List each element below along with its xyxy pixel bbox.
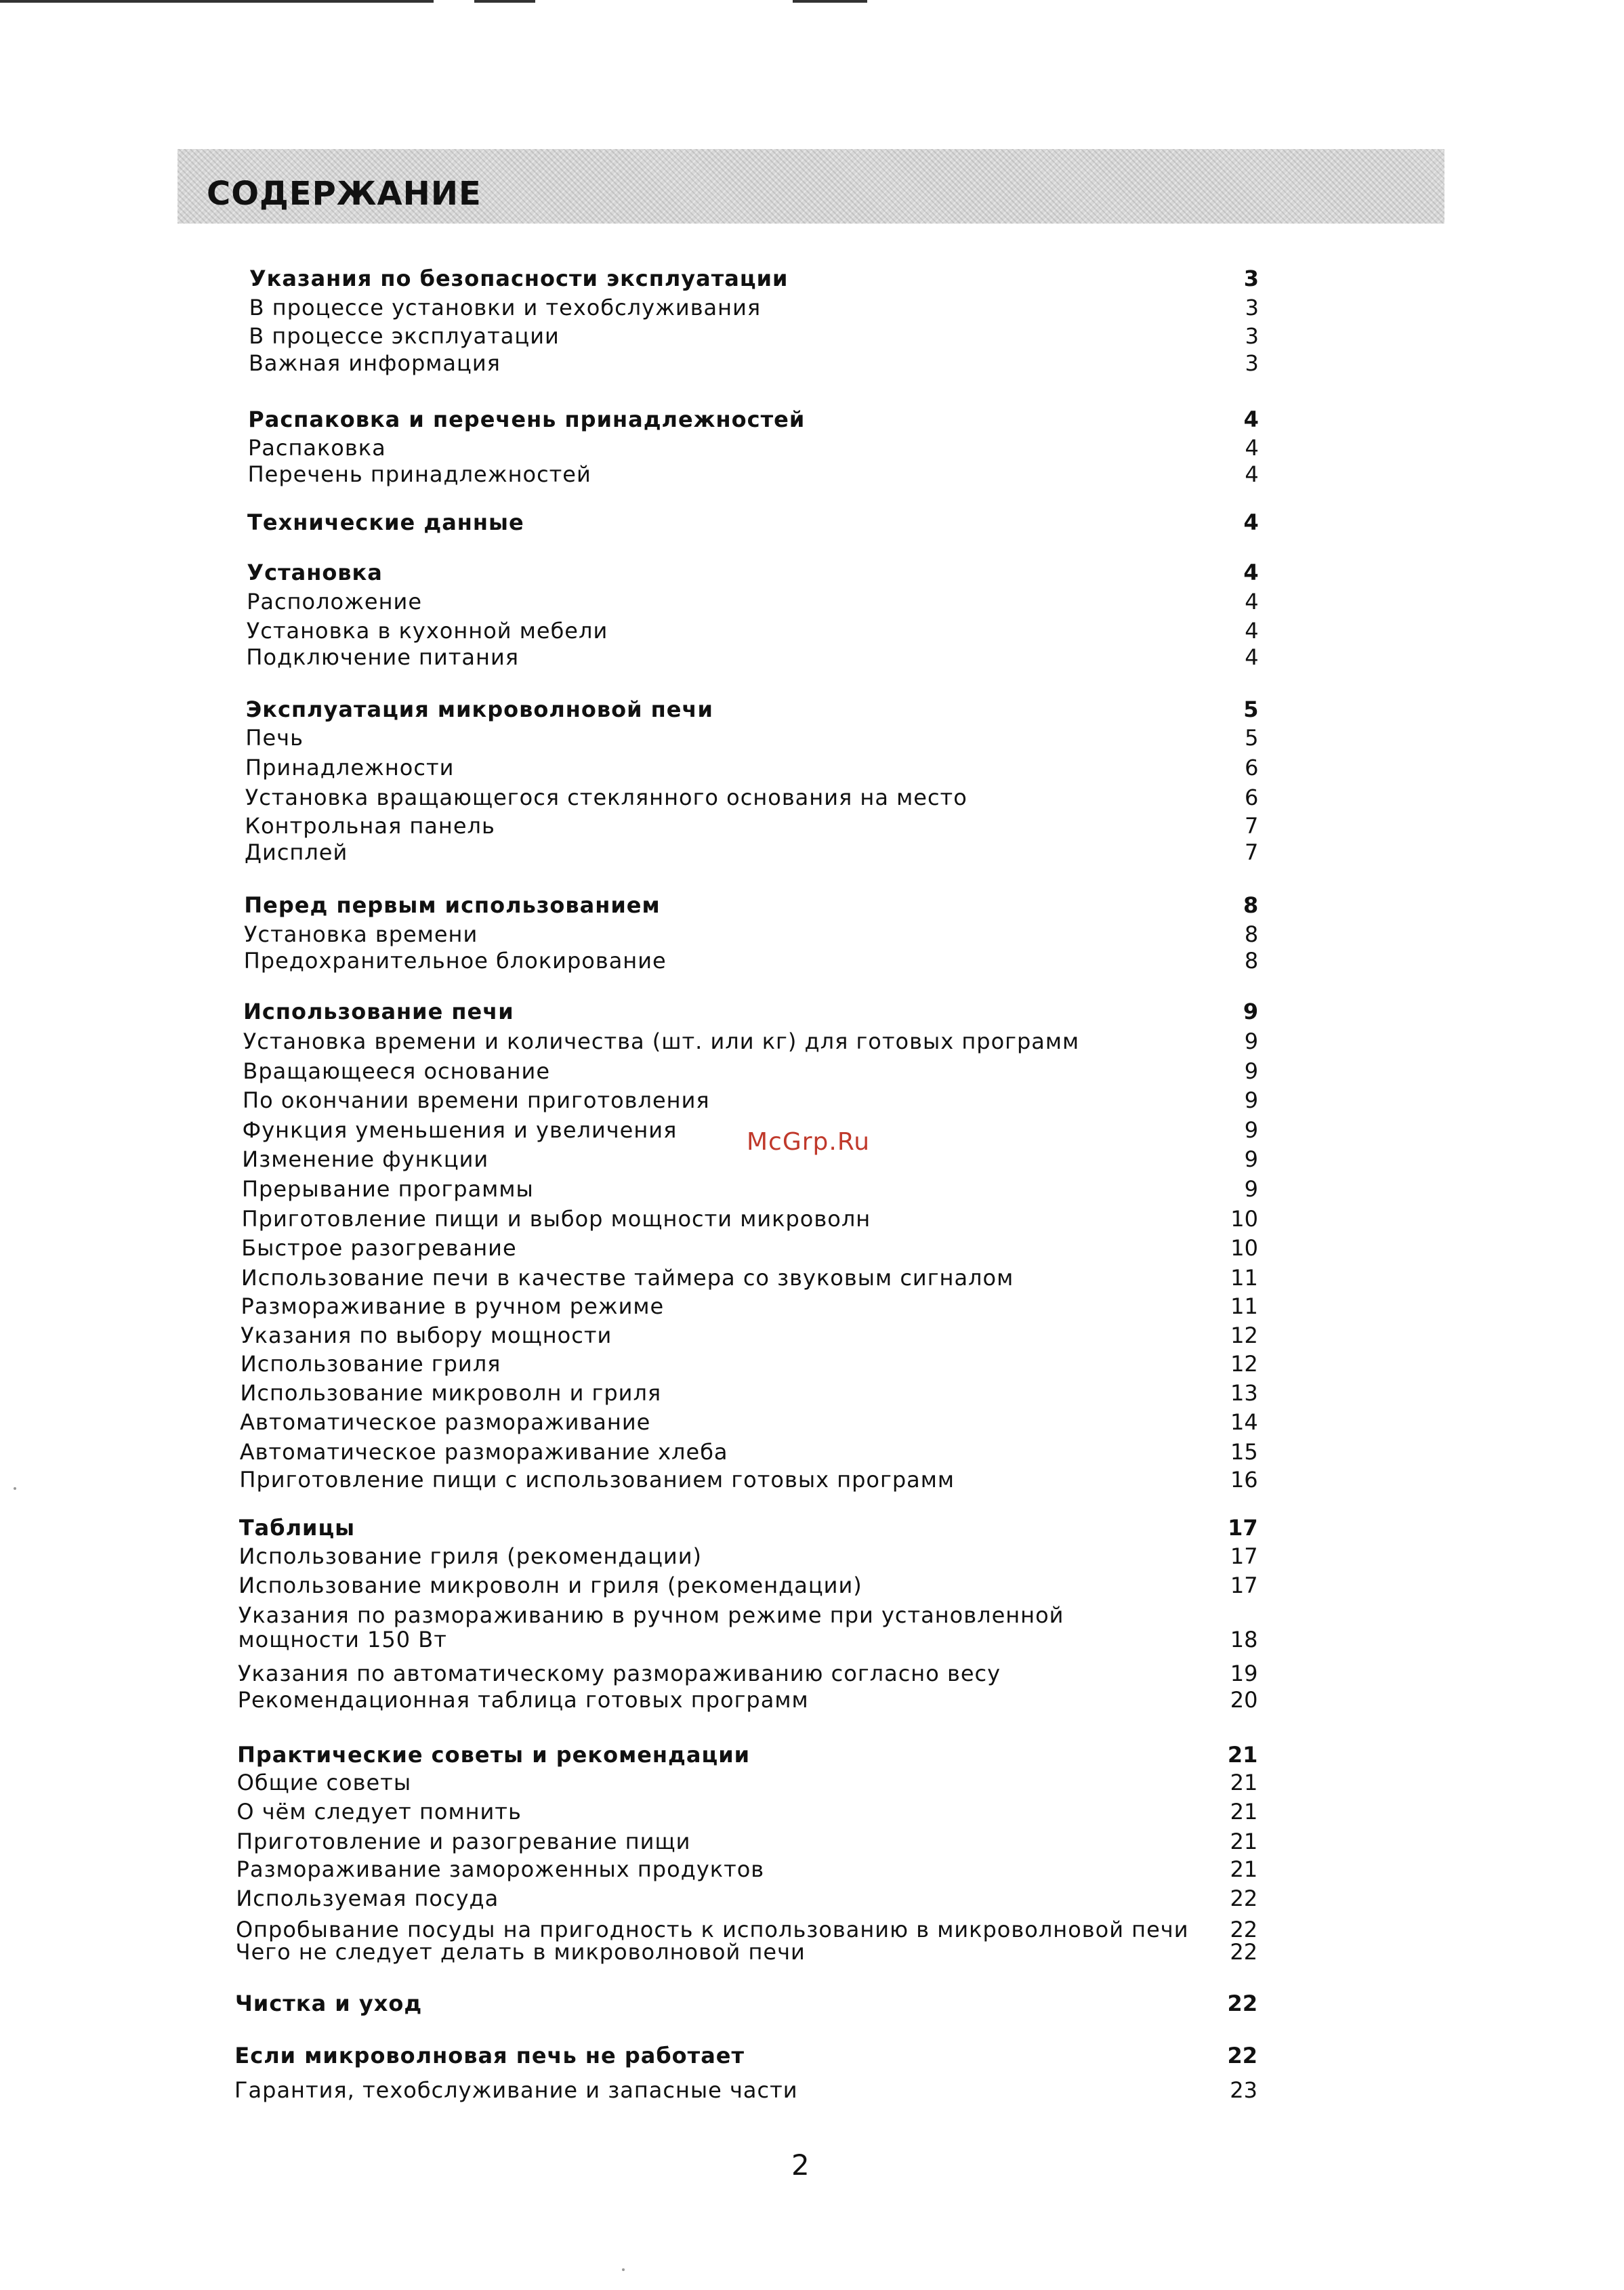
- toc-page-number: 12: [1230, 1323, 1258, 1348]
- toc-label: Опробывание посуды на пригодность к использованию в микроволновой печи: [235, 1917, 1189, 1942]
- toc-label: Подключение питания: [246, 644, 519, 670]
- toc-label: Контрольная панель: [245, 813, 495, 839]
- toc-label: Расположение: [247, 589, 423, 615]
- toc-entry: [241, 1320, 1258, 1350]
- toc-section: [235, 1989, 1257, 2018]
- toc-page-number: 8: [1244, 948, 1259, 974]
- toc-entry: [245, 753, 1258, 783]
- toc-label: Использование печи в качестве таймера со звуковым сигналом: [241, 1265, 1014, 1291]
- toc-page-number: 3: [1245, 323, 1259, 349]
- toc-label: Использование гриля (рекомендации): [238, 1543, 702, 1569]
- scan-speck: [622, 2268, 625, 2271]
- toc-page-number: 22: [1227, 1991, 1258, 2016]
- toc-page-number: 11: [1230, 1293, 1258, 1319]
- toc-entry: [242, 1204, 1258, 1234]
- page-number: 2: [791, 2148, 810, 2182]
- toc-page-number: 7: [1245, 813, 1259, 839]
- toc-page-number: 4: [1243, 509, 1259, 535]
- toc-label: Гарантия, техобслуживание и запасные части: [234, 2077, 798, 2103]
- toc-entry: [236, 1854, 1258, 1884]
- toc-entry: [236, 1797, 1257, 1827]
- toc-page-number: 10: [1230, 1235, 1258, 1261]
- toc-entry: [240, 1378, 1257, 1408]
- toc-entry: [240, 1437, 1258, 1467]
- toc-label: Указания по выбору мощности: [241, 1323, 612, 1348]
- toc-section: [239, 1513, 1258, 1543]
- toc-page-number: 20: [1230, 1687, 1258, 1713]
- toc-entry: [238, 1685, 1258, 1715]
- toc-label: Функция уменьшения и увеличения: [242, 1117, 678, 1143]
- toc-page-number: 9: [1244, 1058, 1259, 1084]
- toc-entry: [243, 1085, 1258, 1115]
- toc-label: Распаковка и перечень принадлежностей: [248, 407, 806, 432]
- toc-entry: [241, 1349, 1258, 1379]
- toc-section: [244, 890, 1258, 920]
- toc-label: Печь: [245, 725, 304, 751]
- toc-entry: [246, 642, 1258, 672]
- toc-entry: [241, 1291, 1258, 1321]
- toc-section: [246, 694, 1259, 724]
- toc-page-number: 9: [1244, 1146, 1259, 1172]
- toc-section: [248, 404, 1259, 434]
- toc-label: Быстрое разогревание: [241, 1235, 517, 1261]
- toc-page-number: 6: [1245, 785, 1259, 810]
- toc-label: Приготовление пищи и выбор мощности микроволн: [241, 1206, 871, 1232]
- toc-label: Автоматическое размораживание хлеба: [239, 1439, 728, 1465]
- toc-label: Указания по размораживанию в ручном режиме при установленной: [238, 1602, 1064, 1628]
- toc-label: Технические данные: [247, 509, 524, 535]
- toc-label: По окончании времени приготовления: [243, 1087, 710, 1113]
- toc-page-number: 4: [1245, 435, 1259, 461]
- toc-entry: [243, 1026, 1258, 1056]
- toc-entry: [248, 459, 1259, 489]
- toc-label: Установка в кухонной мебели: [246, 618, 608, 644]
- page-title: СОДЕРЖАНИЕ: [207, 175, 482, 213]
- toc-label: мощности 150 Вт: [238, 1627, 447, 1652]
- toc-entry: [236, 1937, 1257, 1967]
- toc-entry: [245, 783, 1259, 812]
- toc-page-number: 4: [1243, 560, 1259, 585]
- toc-page-number: 9: [1244, 1028, 1259, 1054]
- toc-label: Практические советы и рекомендации: [237, 1742, 751, 1768]
- toc-page-number: 4: [1245, 618, 1259, 644]
- toc-page-number: 4: [1245, 644, 1259, 670]
- toc-page-number: 7: [1245, 839, 1259, 865]
- toc-label: Используемая посуда: [236, 1886, 499, 1911]
- toc-label: Перед первым использованием: [244, 892, 661, 918]
- toc-page-number: 9: [1244, 1176, 1258, 1202]
- scan-speck: [14, 1487, 16, 1490]
- toc-page-number: 17: [1230, 1573, 1258, 1598]
- toc-page-number: 3: [1245, 350, 1259, 376]
- toc-page-number: 17: [1228, 1515, 1258, 1541]
- toc-label: Предохранительное блокирование: [243, 948, 667, 974]
- toc-page-number: 17: [1230, 1543, 1258, 1569]
- toc-page-number: 22: [1230, 1917, 1258, 1942]
- toc-page-number: 5: [1243, 696, 1259, 722]
- toc-page-number: 12: [1230, 1351, 1258, 1377]
- toc-page-number: 4: [1243, 407, 1259, 432]
- toc-section: [247, 558, 1258, 587]
- toc-label: Изменение функции: [242, 1146, 489, 1172]
- toc-label: Рекомендационная таблица готовых программ: [237, 1687, 809, 1713]
- toc-label: Установка времени: [244, 921, 478, 947]
- toc-label: Автоматическое размораживание: [240, 1409, 651, 1435]
- toc-label: Распаковка: [247, 435, 386, 461]
- toc-page-number: 22: [1230, 1939, 1258, 1965]
- toc-entry: [245, 723, 1258, 753]
- toc-page-number: 13: [1230, 1380, 1258, 1406]
- toc-entry: [249, 293, 1259, 322]
- toc-entry: [239, 1465, 1257, 1495]
- toc-page-number: 22: [1230, 1886, 1258, 1911]
- toc-label: Указания по автоматическому размораживанию согласно весу: [238, 1661, 1001, 1686]
- toc-label: Размораживание замороженных продуктов: [236, 1856, 765, 1882]
- toc-label: Таблицы: [238, 1515, 356, 1541]
- toc-label: Вращающееся основание: [243, 1058, 550, 1084]
- toc-page-number: 9: [1244, 1117, 1259, 1143]
- toc-label: Установка времени и количества (шт. или кг) для готовых программ: [243, 1028, 1080, 1054]
- toc-page-number: 3: [1243, 266, 1259, 291]
- toc-entry: [245, 837, 1258, 867]
- toc-entry: [247, 587, 1259, 617]
- toc-label: Прерывание программы: [241, 1176, 534, 1202]
- toc-page-number: 8: [1244, 921, 1259, 947]
- toc-entry: [238, 1541, 1257, 1571]
- toc-entry: [244, 919, 1258, 949]
- toc-label: Эксплуатация микроволновой печи: [245, 696, 713, 722]
- toc-label: О чём следует помнить: [236, 1799, 522, 1825]
- toc-label: В процессе эксплуатации: [249, 323, 560, 349]
- toc-label: Чего не следует делать в микроволновой печи: [235, 1939, 806, 1965]
- toc-label: Установка вращающегося стеклянного основания на место: [245, 785, 967, 810]
- toc-entry: [241, 1263, 1258, 1293]
- toc-page-number: 21: [1230, 1829, 1258, 1854]
- toc-page-number: 21: [1230, 1856, 1258, 1882]
- toc-label: Приготовление и разогревание пищи: [236, 1829, 691, 1854]
- toc-entry: [237, 1768, 1258, 1797]
- toc-section: [237, 1740, 1257, 1770]
- toc-entry: [240, 1407, 1258, 1437]
- toc-page-number: 11: [1230, 1265, 1258, 1291]
- watermark: McGrp.Ru: [747, 1128, 871, 1156]
- toc-page-number: 19: [1230, 1661, 1258, 1686]
- toc-section: [249, 264, 1259, 293]
- toc-page-number: 21: [1230, 1770, 1258, 1795]
- toc-label: Важная информация: [248, 350, 501, 376]
- toc-entry: [249, 348, 1259, 378]
- toc-entry: [242, 1174, 1258, 1204]
- toc-entry: [248, 433, 1259, 463]
- toc-entry: [238, 1625, 1257, 1654]
- toc-label: Использование микроволн и гриля: [240, 1380, 662, 1406]
- toc-page-number: 14: [1230, 1409, 1258, 1435]
- toc-page-number: 22: [1227, 2043, 1258, 2068]
- toc-page-number: 6: [1245, 755, 1259, 780]
- toc-label: Чистка и уход: [235, 1991, 423, 2016]
- toc-page-number: 21: [1230, 1799, 1258, 1825]
- toc-label: Дисплей: [245, 839, 348, 865]
- toc-label: Размораживание в ручном режиме: [241, 1293, 665, 1319]
- toc-label: Если микроволновая печь не работает: [234, 2043, 745, 2068]
- toc-section: [247, 507, 1259, 537]
- toc-page-number: 15: [1230, 1439, 1258, 1465]
- toc-page-number: 16: [1230, 1467, 1258, 1493]
- toc-label: Указания по безопасности эксплуатации: [249, 266, 789, 291]
- toc-section: [234, 2041, 1257, 2070]
- toc-entry: [244, 946, 1259, 976]
- toc-label: Установка: [247, 560, 383, 585]
- toc-label: Использование гриля: [240, 1351, 501, 1377]
- toc-label: Использование печи: [243, 999, 514, 1024]
- toc-entry: [234, 2075, 1257, 2105]
- toc-entry: [245, 811, 1258, 841]
- toc-label: Перечень принадлежностей: [247, 461, 591, 487]
- toc-entry: [236, 1827, 1257, 1856]
- toc-entry: [241, 1233, 1258, 1263]
- toc-entry: [249, 321, 1259, 351]
- toc-label: В процессе установки и техобслуживания: [249, 295, 762, 320]
- toc-section: [243, 997, 1258, 1026]
- toc-label: Общие советы: [236, 1770, 412, 1795]
- toc-page-number: 8: [1243, 892, 1259, 918]
- toc-label: Использование микроволн и гриля (рекомендации): [238, 1573, 862, 1598]
- toc-page-number: 10: [1230, 1206, 1258, 1232]
- toc-page-number: 5: [1245, 725, 1259, 751]
- toc-page-number: 21: [1227, 1742, 1258, 1768]
- toc-page-number: 4: [1245, 589, 1259, 615]
- toc-entry: [238, 1659, 1257, 1688]
- toc-page-number: 4: [1245, 461, 1259, 487]
- toc-page-number: 18: [1230, 1627, 1258, 1652]
- toc-label: Приготовление пищи с использованием готовых программ: [239, 1467, 955, 1493]
- toc-page-number: 23: [1230, 2077, 1257, 2103]
- toc-page-number: 9: [1243, 999, 1259, 1024]
- toc-page-number: 9: [1244, 1087, 1259, 1113]
- toc-entry: [247, 616, 1259, 646]
- toc-page-number: 3: [1245, 295, 1259, 320]
- toc-entry: [236, 1883, 1257, 1913]
- toc-label: Принадлежности: [245, 755, 455, 780]
- toc-entry: [238, 1570, 1257, 1600]
- toc-entry: [243, 1056, 1258, 1086]
